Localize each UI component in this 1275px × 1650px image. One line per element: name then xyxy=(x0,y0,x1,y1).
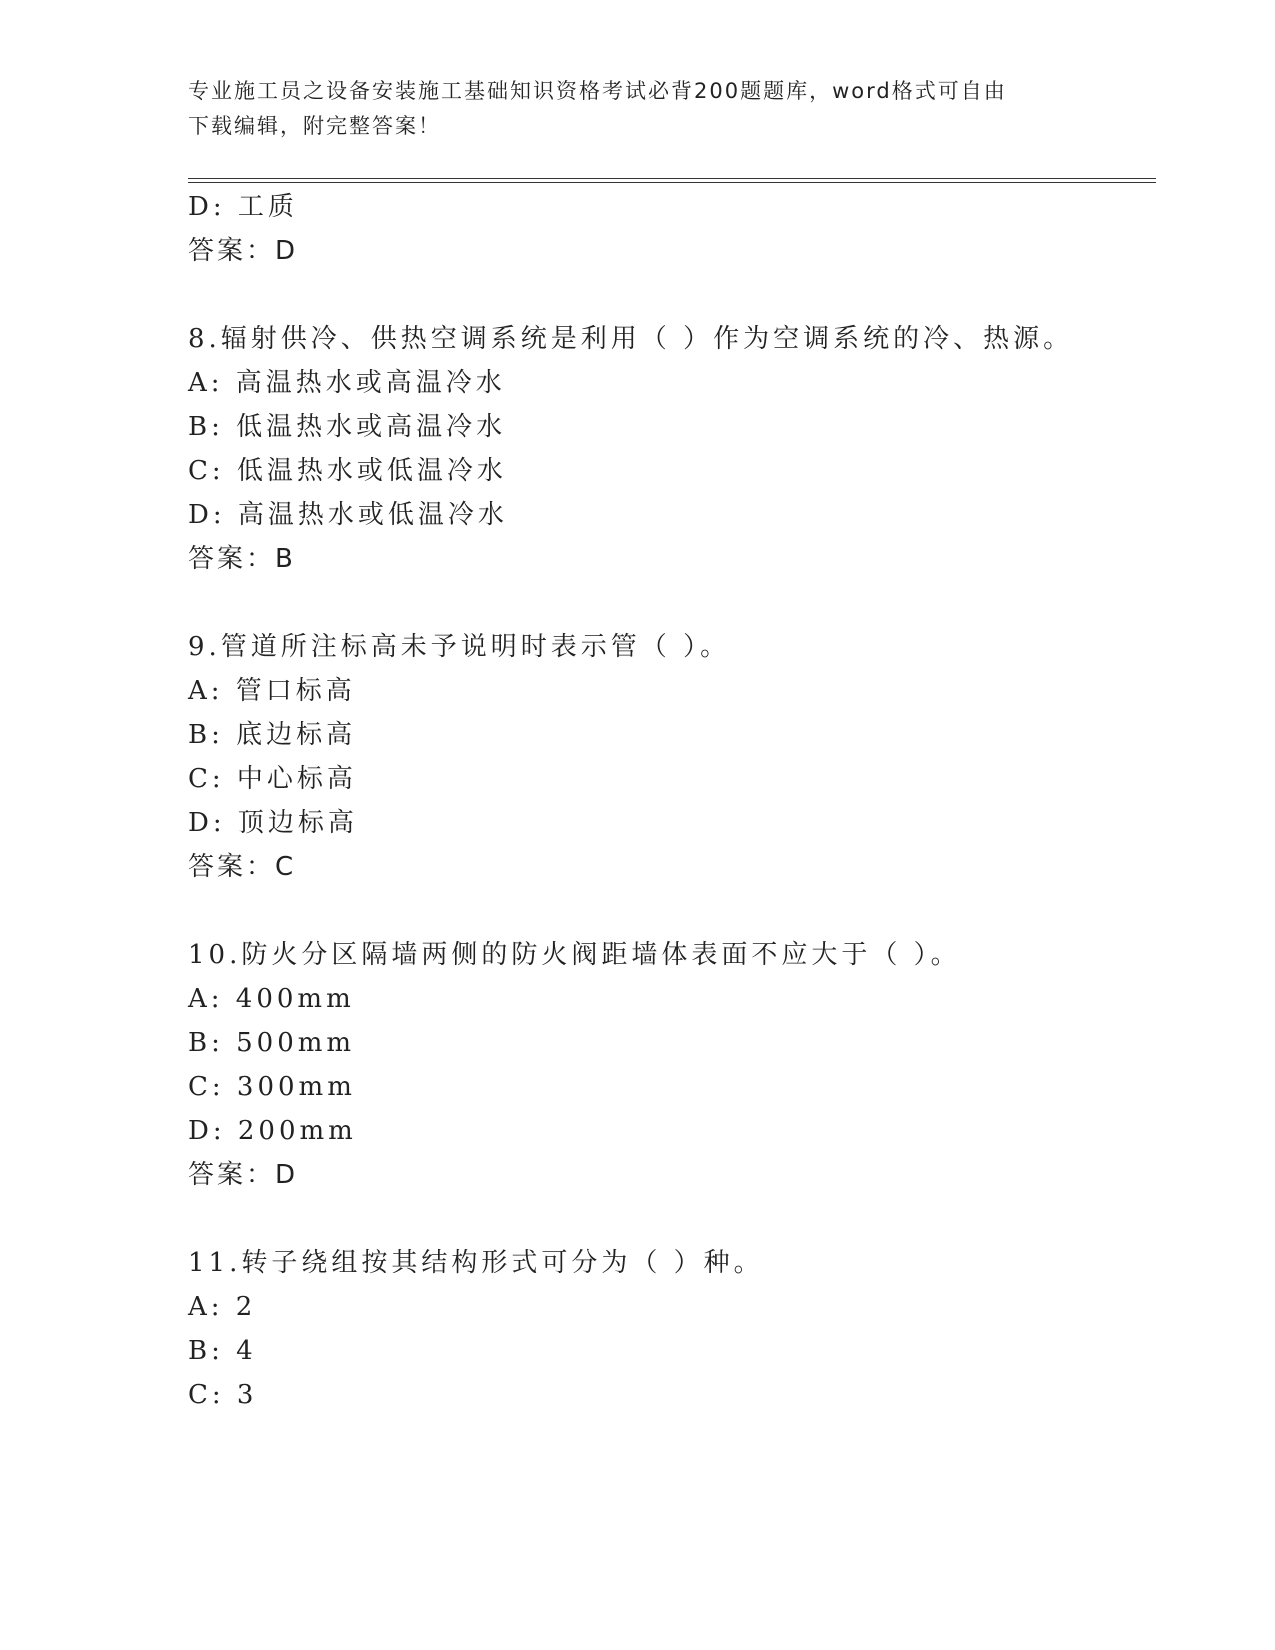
prev-answer: 答案：D xyxy=(188,236,299,266)
question-10-option-a: A: 400mm xyxy=(188,984,355,1014)
question-8: 8.辐射供冷、供热空调系统是利用（ ）作为空调系统的冷、热源。 xyxy=(188,324,1074,354)
question-9-option-c: C: 中心标高 xyxy=(188,764,357,794)
question-10-option-d: D: 200mm xyxy=(188,1116,357,1146)
header-line-2: 下载编辑，附完整答案！ xyxy=(188,114,441,138)
question-8-option-b: B: 低温热水或高温冷水 xyxy=(188,412,507,442)
page-header xyxy=(188,74,1068,144)
question-11-option-b: B: 4 xyxy=(188,1336,257,1366)
question-9-option-b: B: 底边标高 xyxy=(188,720,357,750)
prev-option-d: D: 工质 xyxy=(188,192,298,222)
question-9: 9.管道所注标高未予说明时表示管（ ）。 xyxy=(188,632,731,662)
question-10: 10.防火分区隔墙两侧的防火阀距墙体表面不应大于（ ）。 xyxy=(188,940,961,970)
question-9-answer: 答案：C xyxy=(188,852,297,882)
question-8-option-a: A: 高温热水或高温冷水 xyxy=(188,368,506,398)
header-rule-bottom xyxy=(188,182,1156,183)
question-8-option-c: C: 低温热水或低温冷水 xyxy=(188,456,507,486)
question-11-option-c: C: 3 xyxy=(188,1380,258,1410)
question-10-option-b: B: 500mm xyxy=(188,1028,356,1058)
question-8-answer: 答案：B xyxy=(188,544,296,574)
question-10-option-c: C: 300mm xyxy=(188,1072,356,1102)
question-10-answer: 答案：D xyxy=(188,1160,299,1190)
question-11: 11.转子绕组按其结构形式可分为（ ）种。 xyxy=(188,1248,764,1278)
question-9-option-d: D: 顶边标高 xyxy=(188,808,358,838)
header-line-1: 专业施工员之设备安装施工基础知识资格考试必背200题题库，word格式可自由 xyxy=(188,79,1007,103)
header-rule-top xyxy=(188,178,1156,179)
question-9-option-a: A: 管口标高 xyxy=(188,676,356,706)
question-8-option-d: D: 高温热水或低温冷水 xyxy=(188,500,508,530)
question-11-option-a: A: 2 xyxy=(188,1292,257,1322)
